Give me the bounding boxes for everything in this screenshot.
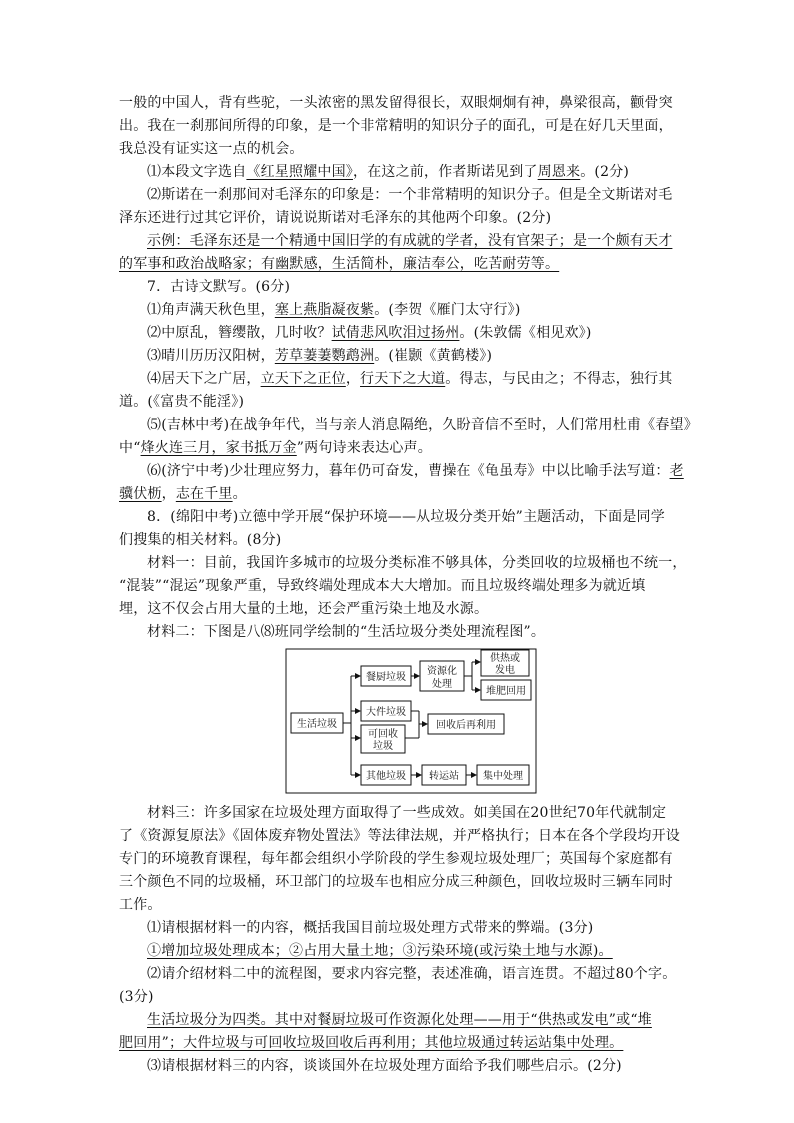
document-body <box>119 92 698 1078</box>
passage-line: 一般的中国人，背有些驼，一头浓密的黑发留得很长，双眼炯炯有神，鼻梁很高，颧骨突 <box>119 95 673 111</box>
garbage-flowchart <box>285 648 537 794</box>
material-line: 了《资源复原法》《固体废弃物处置法》等法律法规，并严格执行；日本在各个学段均开设 <box>119 828 680 844</box>
question-6-1: ⑴本段文字选自《红星照耀中国》，在这之前，作者斯诺见到了周恩来。(2分) <box>147 164 630 180</box>
passage-line: 我总没有证实这一点的机会。 <box>119 141 304 157</box>
question-line: (3分) <box>119 989 154 1005</box>
central-label: 集中处理 <box>483 771 523 782</box>
question-line: 骥伏枥，志在千里。 <box>119 486 247 502</box>
reuse-label: 回收后再利用 <box>436 720 496 731</box>
material-line: “混装”“混运”现象严重，导致终端处理成本大大增加。而且垃圾终端处理多为就近填 <box>119 578 646 594</box>
question-line: 中“烽火连三月，家书抵万金”两句诗来表达心声。 <box>119 440 432 456</box>
resource-label-2: 处理 <box>432 679 452 690</box>
compost-label: 堆肥回用 <box>486 686 526 697</box>
material-3: 材料三：许多国家在垃圾处理方面取得了一些成效。如美国在20世纪70年代就制定 <box>147 805 667 821</box>
question-8-3: ⑶请根据材料三的内容，谈谈国外在垃圾处理方面给予我们哪些启示。(2分) <box>147 1058 622 1074</box>
question-7-5: ⑸(吉林中考)在战争年代，当与亲人消息隔绝，久盼音信不至时，人们常用杜甫《春望》 <box>147 417 698 433</box>
resource-label-1: 资源化 <box>427 666 457 677</box>
question-8: 8．(绵阳中考)立德中学开展“保护环境——从垃圾分类开始”主题活动，下面是同学 <box>147 509 665 525</box>
answer-line: 的军事和政治战略家；有幽默感，生活简朴，廉洁奉公，吃苦耐劳等。 <box>119 256 560 272</box>
question-line: 们搜集的相关材料。(8分) <box>119 532 282 548</box>
material-line: 工作。 <box>119 897 162 913</box>
kitchen-label: 餐厨垃圾 <box>366 672 406 683</box>
material-line: 埋，这不仅会占用大量的土地，还会严重污染土地及水源。 <box>119 601 489 617</box>
question-7-4: ⑷居天下之广居，立天下之正位，行天下之大道。得志，与民由之；不得志，独行其 <box>147 371 673 387</box>
recyclable-label-1: 可回收 <box>368 729 398 740</box>
answer-line: 肥回用”；大件垃圾与可回收垃圾回收后再利用；其他垃圾通过转运站集中处理。 <box>119 1035 624 1051</box>
heat-label-1: 供热或 <box>490 653 520 664</box>
other-label: 其他垃圾 <box>366 771 406 782</box>
recyclable-label-2: 垃圾 <box>373 741 393 752</box>
material-1: 材料一：目前，我国许多城市的垃圾分类标准不够具体，分类回收的垃圾桶也不统一， <box>147 555 687 571</box>
material-line: 专门的环境教育课程，每年都会组织小学阶段的学生参观垃圾处理厂；英国每个家庭都有 <box>119 851 673 867</box>
answer: 《红星照耀中国》 <box>246 164 354 180</box>
question-7-title: 7．古诗文默写。(6分) <box>147 279 291 295</box>
answer-8-1: ①增加垃圾处理成本；②占用大量土地；③污染环境(或污染土地与水源)。 <box>147 943 613 959</box>
passage-line: 出。我在一刹那间所得的印象，是一个非常精明的知识分子的面孔，可是在好几天里面， <box>119 118 673 134</box>
source-label: 生活垃圾 <box>297 719 337 730</box>
question-7-1: ⑴角声满天秋色里，塞上燕脂凝夜紫。(李贺《雁门太守行》) <box>147 302 521 318</box>
question-7-6: ⑹(济宁中考)少壮理应努力，暮年仍可奋发，曹操在《龟虽寿》中以比喻手法写道：老 <box>147 463 684 479</box>
material-line: 三个颜色不同的垃圾桶，环卫部门的垃圾车也相应分成三种颜色，回收垃圾时三辆车同时 <box>119 874 673 890</box>
question-8-2: ⑵请介绍材料二中的流程图，要求内容完整，表述准确，语言连贯。不超过80个字。 <box>147 966 677 982</box>
answer-line: 示例：毛泽东还是一个精通中国旧学的有成就的学者，没有官架子；是一个颇有天才 <box>147 233 673 249</box>
question-8-1: ⑴请根据材料一的内容，概括我国目前垃圾处理方式带来的弊端。(3分) <box>147 920 594 936</box>
question-line: 道。(《富贵不能淫》) <box>119 394 245 410</box>
question-line: 泽东还进行过其它评价，请说说斯诺对毛泽东的其他两个印象。(2分) <box>119 210 552 226</box>
answer: 周恩来 <box>537 164 581 180</box>
flowchart-figure <box>119 648 679 796</box>
question-7-2: ⑵中原乱，簪缨散，几时收？试倩悲风吹泪过扬州。(朱敦儒《相见欢》) <box>147 325 592 341</box>
answer-8-2: 生活垃圾分为四类。其中对餐厨垃圾可作资源化处理——用于“供热或发电”或“堆 <box>147 1012 652 1028</box>
transfer-label: 转运站 <box>429 771 459 782</box>
material-2: 材料二：下图是八⑻班同学绘制的“生活垃圾分类处理流程图”。 <box>147 624 546 640</box>
question-6-2: ⑵斯诺在一刹那间对毛泽东的印象是：一个非常精明的知识分子。但是全文斯诺对毛 <box>147 187 673 203</box>
question-7-3: ⑶晴川历历汉阳树，芳草萋萋鹦鹉洲。(崔颢《黄鹤楼》) <box>147 348 493 364</box>
bulky-label: 大件垃圾 <box>366 707 406 718</box>
heat-label-2: 发电 <box>495 665 515 676</box>
